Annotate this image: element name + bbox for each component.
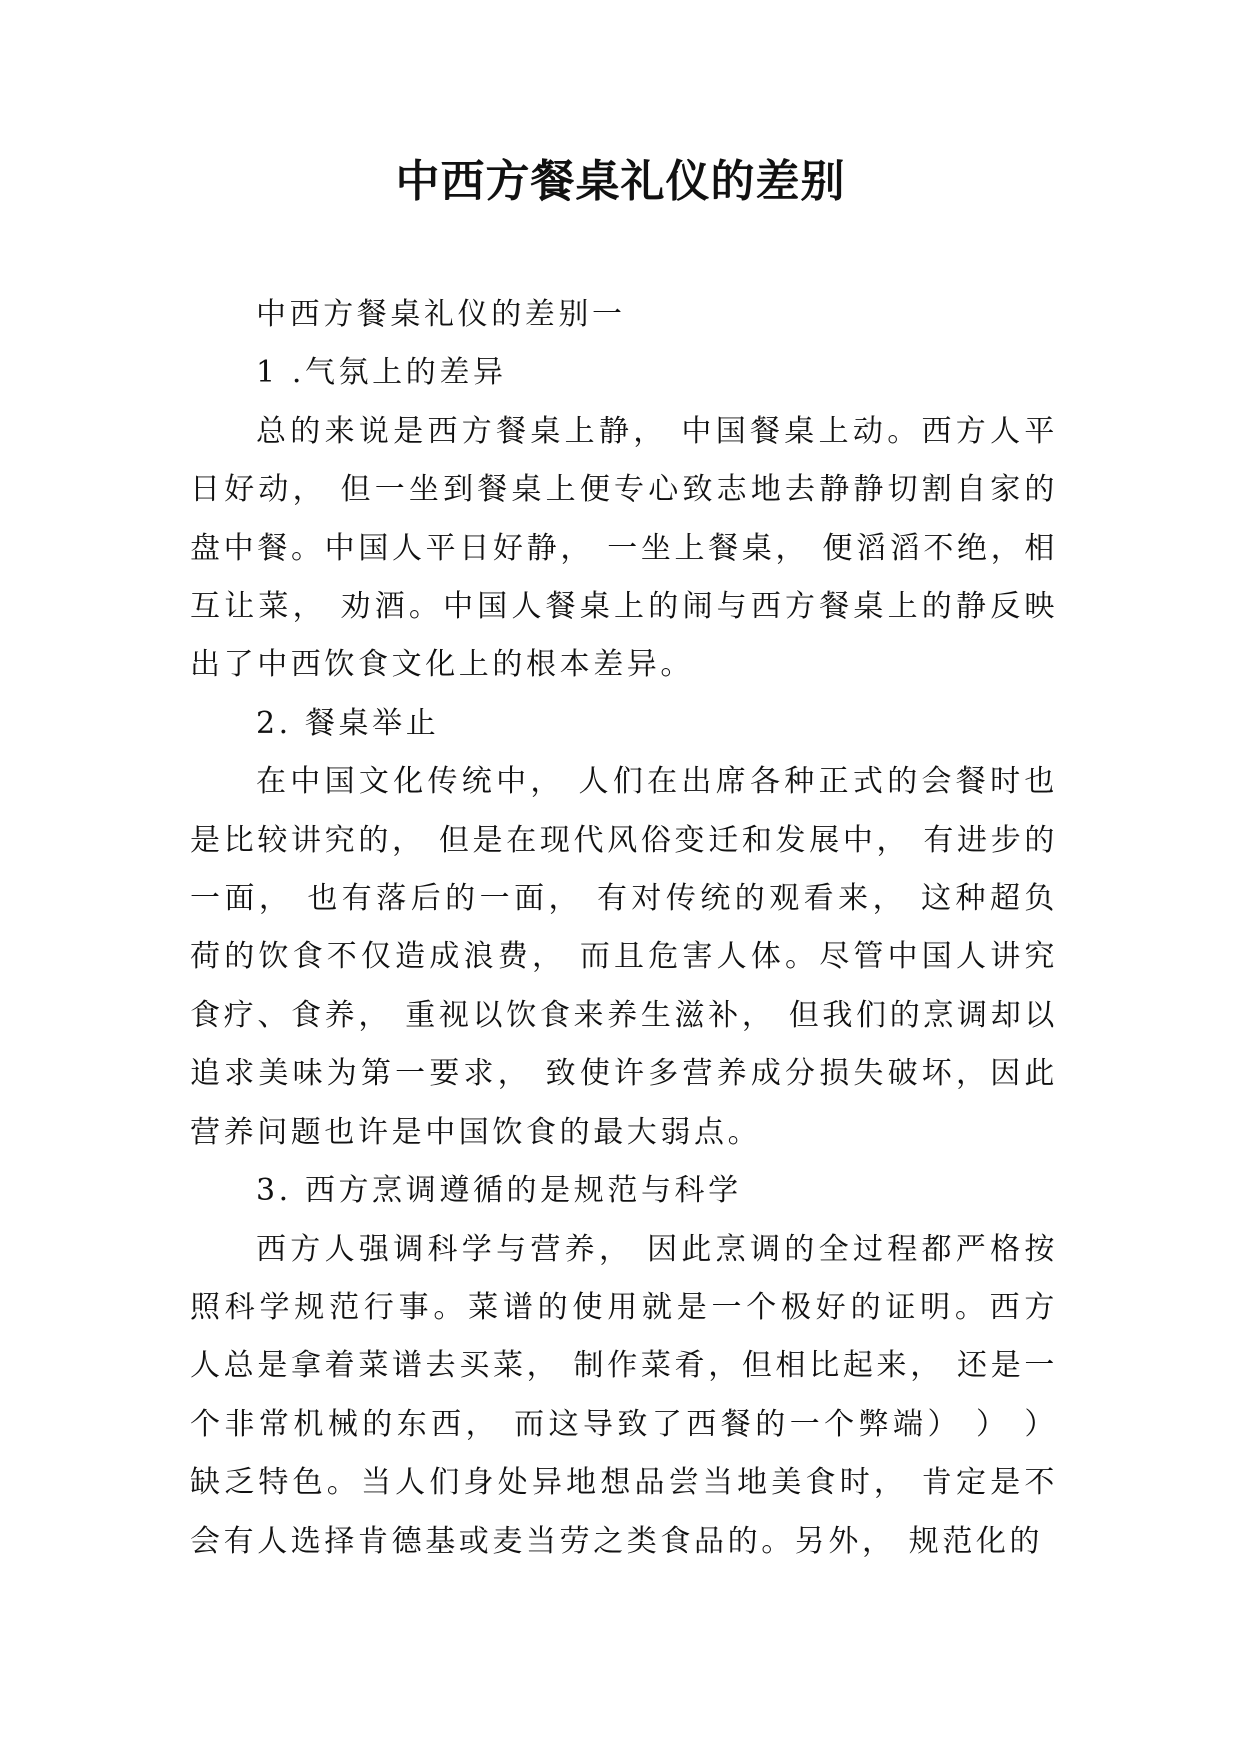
subsection-heading-western-cooking: 3. 西方烹调遵循的是规范与科学 — [256, 1173, 742, 1209]
paragraph-table-manners: 在中国文化传统中， 人们在出席各种正式的会餐时也是比较讲究的， 但是在现代风俗变迁和发展中， 有进步的一面， 也有落后的一面， 有对传统的观看来， 这种超负荷的饮食不仅造成浪费， 而且危害人体。尽管中国人讲究食疗、食养， 重视以饮食来养生滋补， 但我们的烹调却以追求美味为第一要求， 致使许多营养成分损失破坏，因此营养问题也许是中国饮食的最大弱点。 — [190, 764, 1058, 1150]
subsection-heading-table-manners: 2. 餐桌举止 — [256, 705, 440, 741]
section-heading: 中西方餐桌礼仪的差别一 — [256, 297, 626, 332]
paragraph-western-cooking: 西方人强调科学与营养， 因此烹调的全过程都严格按照科学规范行事。菜谱的使用就是一个极好的证明。西方人总是拿着菜谱去买菜， 制作菜肴，但相比起来， 还是一个非常机械的东西， 而这导致了西餐的一个弊端） ） ）缺乏特色。当人们身处异地想品尝当地美食时， 肯定是不会有人选择肯德基或麦当劳之类食品的。另外， 规范化的 — [190, 1231, 1058, 1559]
subsection-heading-atmosphere: 1 .气氛上的差异 — [256, 355, 507, 391]
document-body — [190, 286, 1058, 1571]
document-title: 中西方餐桌礼仪的差别 — [395, 156, 846, 207]
paragraph-atmosphere: 总的来说是西方餐桌上静， 中国餐桌上动。西方人平日好动， 但一坐到餐桌上便专心致志地去静静切割自家的盘中餐。中国人平日好静， 一坐上餐桌， 便滔滔不绝，相互让菜， 劝酒。中国人餐桌上的闹与西方餐桌上的静反映出了中西饮食文化上的根本差异。 — [190, 413, 1058, 683]
